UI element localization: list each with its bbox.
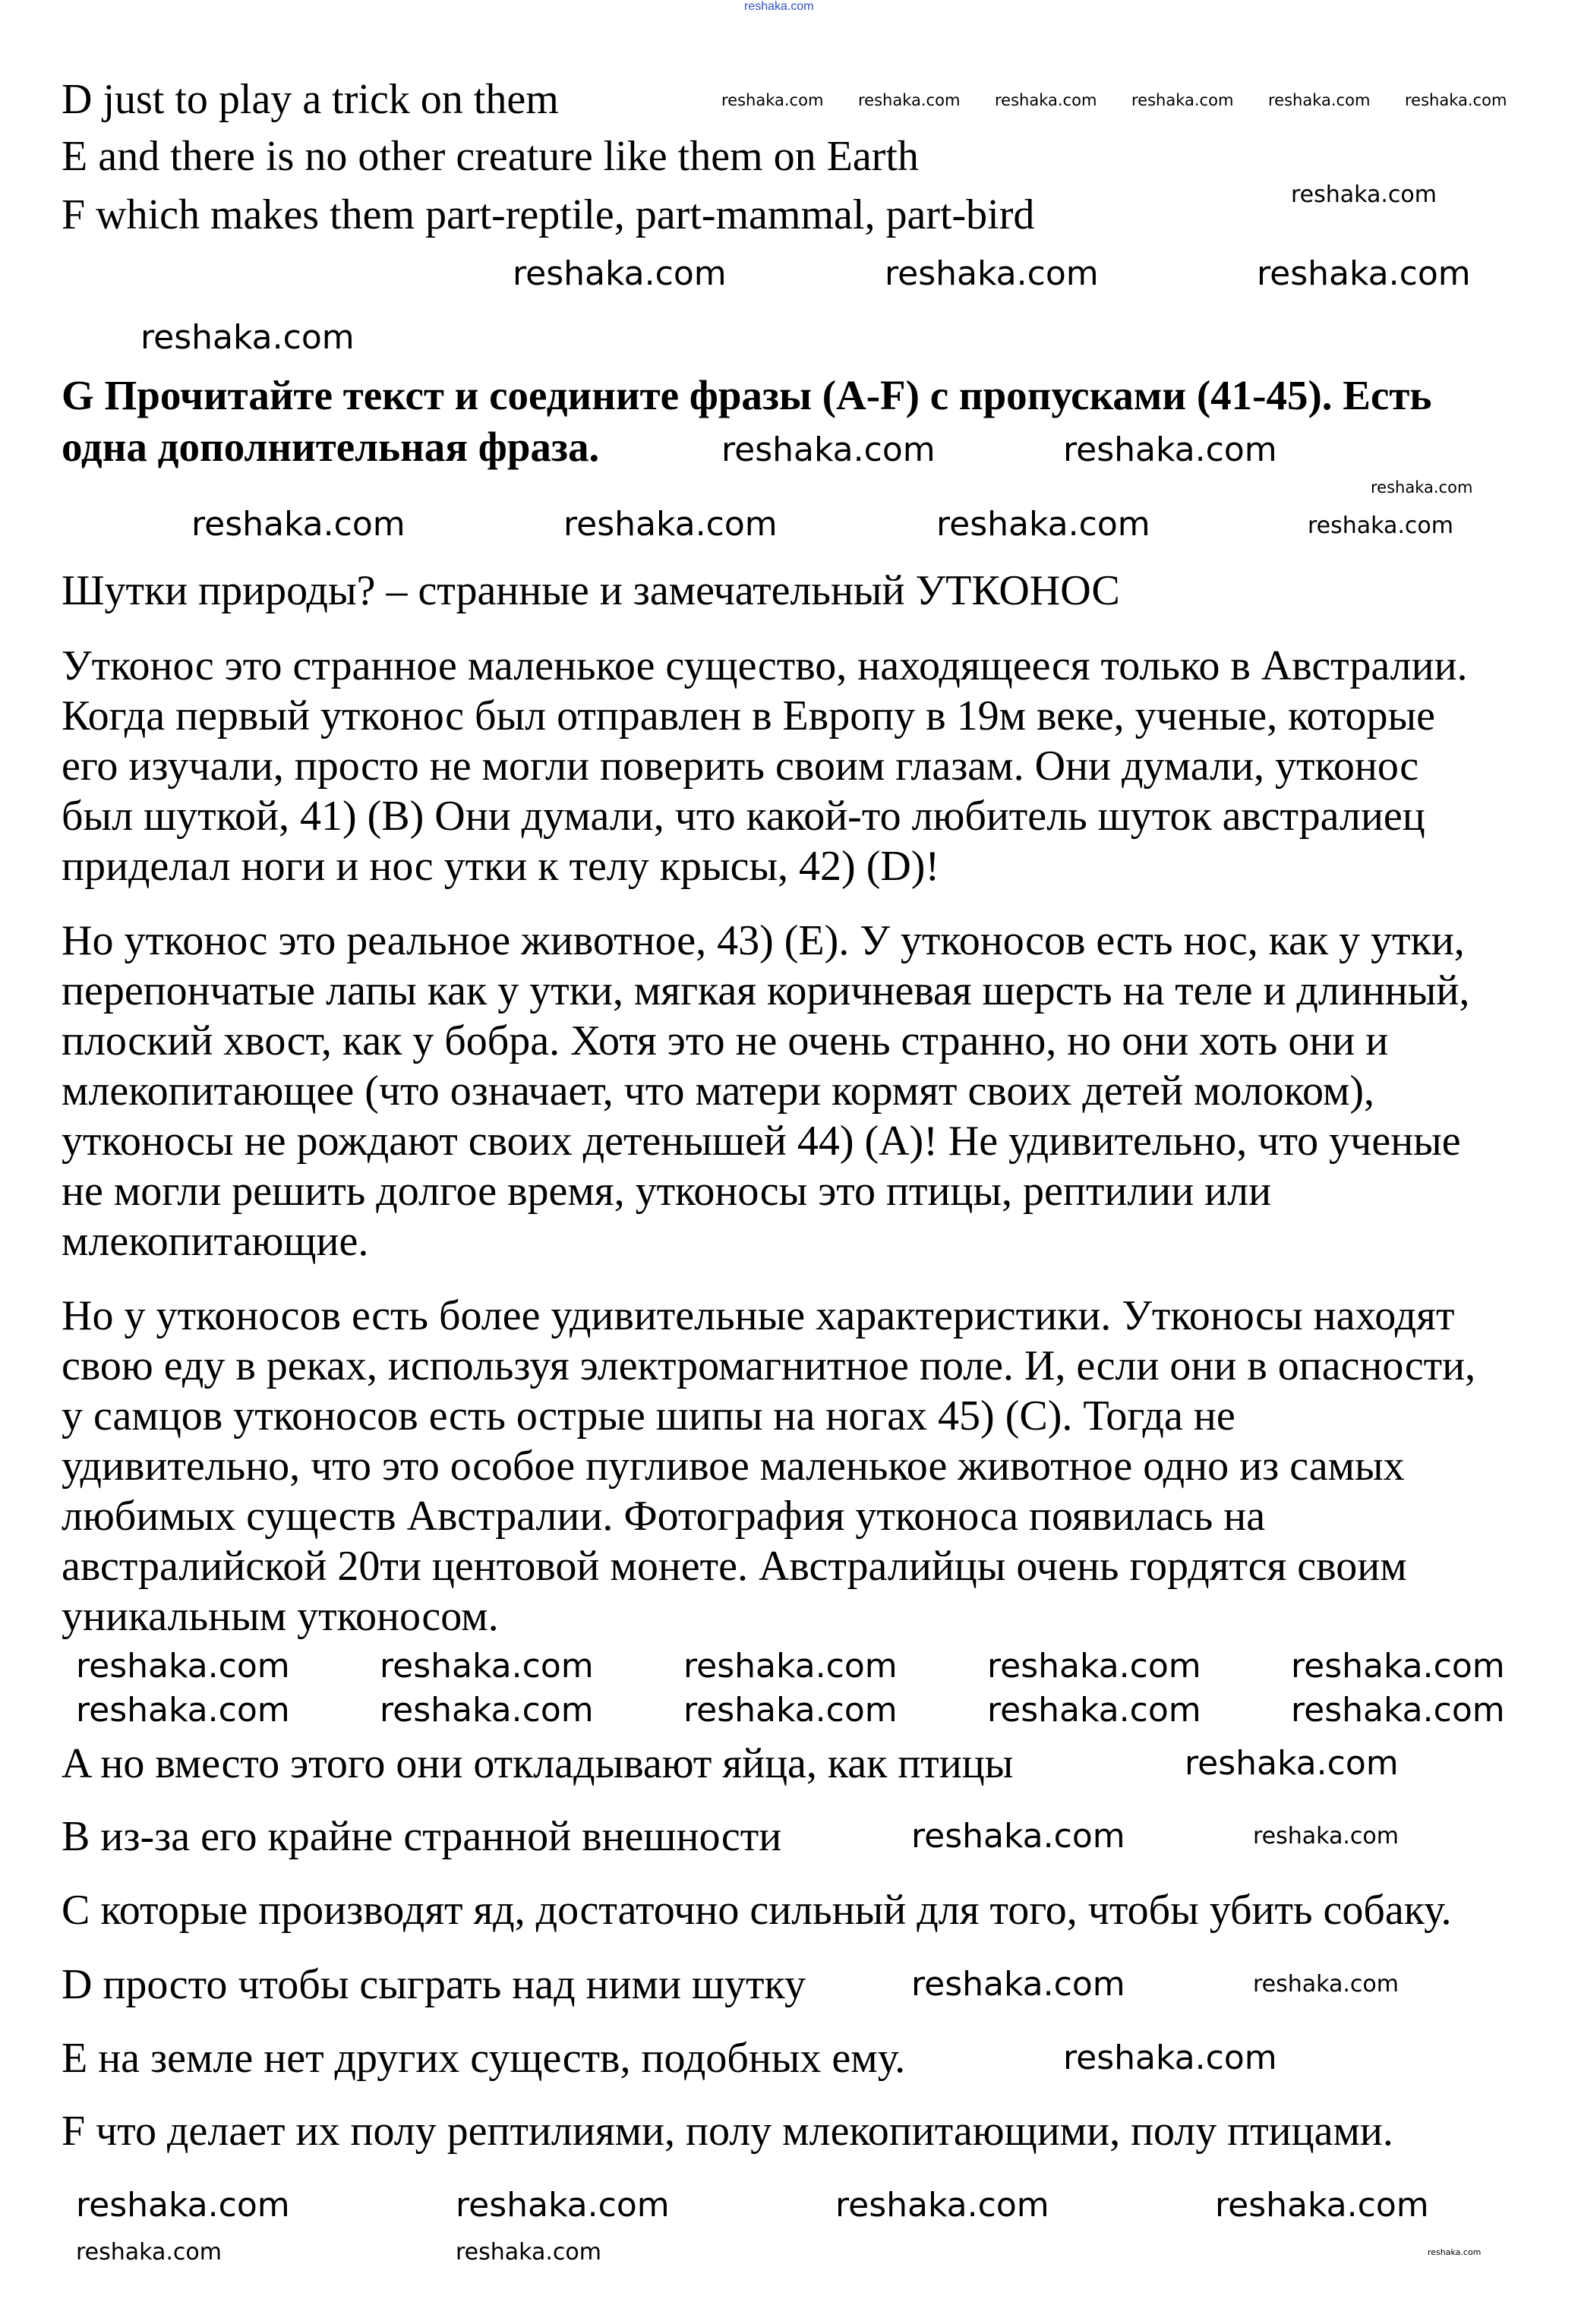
watermark: reshaka.com (140, 318, 355, 357)
watermark: reshaka.com (936, 505, 1150, 544)
prev-option-d: D just to play a trick on them (62, 76, 559, 123)
watermark: reshaka.com (885, 254, 1099, 293)
watermark: reshaka.com (1063, 2039, 1277, 2077)
watermark: reshaka.com (1308, 512, 1453, 539)
watermark: reshaka.com (911, 1965, 1125, 2004)
watermark: reshaka.com (380, 1691, 594, 1730)
watermark: reshaka.com (721, 430, 936, 469)
prev-option-e: E and there is no other creature like them on Earth (62, 133, 919, 180)
watermark: reshaka.com (456, 2186, 670, 2225)
text-line: Когда первый утконос был отправлен в Европу в 19м веке, ученые, которые (62, 692, 1435, 739)
text-line: млекопитающее (что означает, что матери кормят своих детей молоком), (62, 1067, 1374, 1115)
watermark: reshaka.com (1428, 2247, 1482, 2257)
task-heading-line1: G Прочитайте текст и соедините фразы (A-F) с пропусками (41-45). Есть (62, 372, 1432, 418)
option-e: E на земле нет других существ, подобных ему. (62, 2035, 906, 2082)
text-line: плоский хвост, как у бобра. Хотя это не очень странно, но они хоть они и (62, 1017, 1389, 1064)
text-line: Утконос это странное маленькое существо, находящееся только в Австралии. (62, 642, 1468, 689)
watermark: reshaka.com (76, 1647, 290, 1685)
watermark: reshaka.com (1253, 1823, 1399, 1849)
watermark: reshaka.com (1371, 478, 1473, 497)
text-line: любимых существ Австралии. Фотография утконоса появилась на (62, 1493, 1266, 1540)
watermark: reshaka.com (1063, 430, 1277, 469)
text-line: млекопитающие. (62, 1218, 369, 1265)
prev-option-f: F which makes them part-reptile, part-mammal, part-bird (62, 191, 1035, 238)
watermark: reshaka.com (76, 2186, 290, 2225)
text-line: удивительно, что это особое пугливое маленькое животное одно из самых (62, 1443, 1405, 1490)
watermark: reshaka.com (456, 2239, 601, 2266)
option-d: D просто чтобы сыграть над ними шутку (62, 1961, 806, 2008)
watermark: reshaka.com (76, 2239, 222, 2266)
watermark: reshaka.com (987, 1691, 1201, 1730)
text-line: его изучали, просто не могли поверить своим глазам. Они думали, утконос (62, 743, 1419, 790)
watermark: reshaka.com (835, 2186, 1049, 2225)
text-line: австралийской 20ти центовой монете. Австралийцы очень гордятся своим (62, 1543, 1407, 1590)
text-line: был шуткой, 41) (B) Они думали, что какой-то любитель шуток австралиец (62, 793, 1425, 840)
watermark: reshaka.com (911, 1817, 1125, 1856)
watermark: reshaka.com (858, 91, 961, 109)
text-line: свою еду в реках, используя электромагнитное поле. И, если они в опасности, (62, 1342, 1476, 1389)
text-line: не могли решить долгое время, утконосы это птицы, рептилии или (62, 1168, 1272, 1215)
watermark: reshaka.com (513, 254, 727, 293)
watermark: reshaka.com (995, 91, 1097, 109)
watermark: reshaka.com (683, 1691, 898, 1730)
option-b: B из-за его крайне странной внешности (62, 1813, 782, 1860)
option-c: C которые производят яд, достаточно сильный для того, чтобы убить собаку. (62, 1887, 1452, 1934)
watermark: reshaka.com (1268, 91, 1371, 109)
watermark: reshaka.com (683, 1647, 898, 1685)
text-line: приделал ноги и нос утки к телу крысы, 42) (D)! (62, 843, 940, 890)
text-line: перепончатые лапы как у утки, мягкая коричневая шерсть на теле и длинный, (62, 967, 1470, 1014)
text-line: Но у утконосов есть более удивительные характеристики. Утконосы находят (62, 1292, 1455, 1339)
watermark: reshaka.com (1405, 91, 1507, 109)
text-line: Но утконос это реальное животное, 43) (E). У утконосов есть нос, как у утки, (62, 917, 1465, 964)
watermark: reshaka.com (1291, 181, 1437, 208)
text-title: Шутки природы? – странные и замечательный УТКОНОС (62, 567, 1120, 614)
watermark: reshaka.com (1291, 1691, 1505, 1730)
option-f: F что делает их полу рептилиями, полу млекопитающими, полу птицами. (62, 2108, 1393, 2155)
watermark: reshaka.com (380, 1647, 594, 1685)
watermark: reshaka.com (1185, 1744, 1399, 1783)
watermark: reshaka.com (191, 505, 406, 544)
top-watermark: reshaka.com (744, 0, 814, 13)
watermark: reshaka.com (1253, 1971, 1399, 1998)
watermark: reshaka.com (1215, 2186, 1429, 2225)
text-line: у самцов утконосов есть острые шипы на ногах 45) (C). Тогда не (62, 1392, 1235, 1439)
watermark: reshaka.com (563, 505, 778, 544)
watermark: reshaka.com (987, 1647, 1201, 1685)
watermark: reshaka.com (76, 1691, 290, 1730)
option-a: A но вместо этого они откладывают яйца, как птицы (62, 1740, 1014, 1787)
watermark: reshaka.com (1257, 254, 1471, 293)
watermark: reshaka.com (1131, 91, 1234, 109)
text-line: утконосы не рождают своих детенышей 44) (A)! Не удивительно, что ученые (62, 1118, 1461, 1165)
watermark: reshaka.com (1291, 1647, 1505, 1685)
watermark: reshaka.com (721, 91, 824, 109)
text-line: уникальным утконосом. (62, 1593, 499, 1640)
task-heading-line2: одна дополнительная фраза. (62, 424, 600, 470)
